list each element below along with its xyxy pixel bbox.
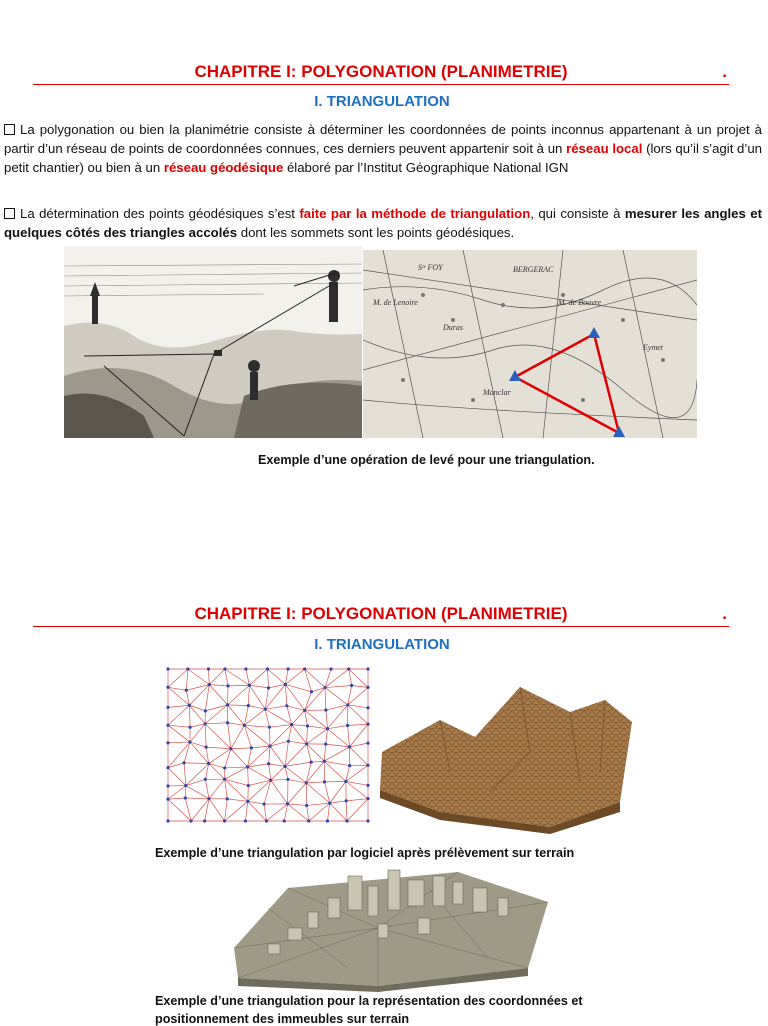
map-label-duras: Duras [442,323,463,332]
chapter-title-text: CHAPITRE I: POLYGONATION (PLANIMETRIE) [194,604,567,623]
chapter-title-text: CHAPITRE I: POLYGONATION (PLANIMETRIE) [194,62,567,81]
terrain-surface-image [380,662,634,836]
triangle-network-image [162,663,376,828]
chapter-title [33,604,729,627]
chapter-title-dot: . [722,604,727,624]
para1-text-3: élaboré par l’Institut Géographique National IGN [283,160,568,175]
chapter-title-dot: . [722,62,727,82]
section-title: I. TRIANGULATION [0,636,764,653]
map-label-bouvre: M. de Bouvre [557,298,601,307]
para2-highlight-methode: faite par la méthode de triangulation [299,206,530,221]
para1-text-1: La polygonation ou bien la planimétrie consiste à déterminer les coordonnées de points inconnus appartenant à un projet à partir d’un réseau de points de coordonnées connues, ces derniers peuvent appartenir soit à un [4,122,762,156]
para2-text-3: dont les sommets sont les points géodésiques. [237,225,514,240]
city-model-image [228,868,554,992]
para2-text-2: , qui consiste à [530,206,625,221]
map-label-bergerac: BERGERAC [513,265,554,274]
figure-caption-3-line-1: Exemple d’une triangulation pour la représentation des coordonnées et [155,994,583,1008]
map-label-ste-foy: Sᵗᵉ FOY [418,263,444,272]
para1-text-2: (lors qu’il s’agit d’un petit chantier) ou bien à un [4,141,762,175]
figure-caption-1: Exemple d’une opération de levé pour une triangulation. [258,453,595,467]
para1-highlight-reseau-local: réseau local [566,141,642,156]
map-label-eymet: Eymet [642,343,664,352]
map-label-monclar: Monclar [482,388,511,397]
map-label-lenoire: M. de Lenoire [372,298,418,307]
para1-highlight-reseau-geodesique: réseau géodésique [164,160,283,175]
figure-caption-3-line-2: positionnement des immeubles sur terrain [155,1012,409,1026]
section-title: I. TRIANGULATION [0,93,764,110]
figure-caption-2: Exemple d’une triangulation par logiciel après prélèvement sur terrain [155,846,574,860]
para2-text-1: La détermination des points géodésiques s’est [20,206,299,221]
para2-bold-angles: mesurer les angles et quelques côtés des triangles accolés [4,206,762,240]
